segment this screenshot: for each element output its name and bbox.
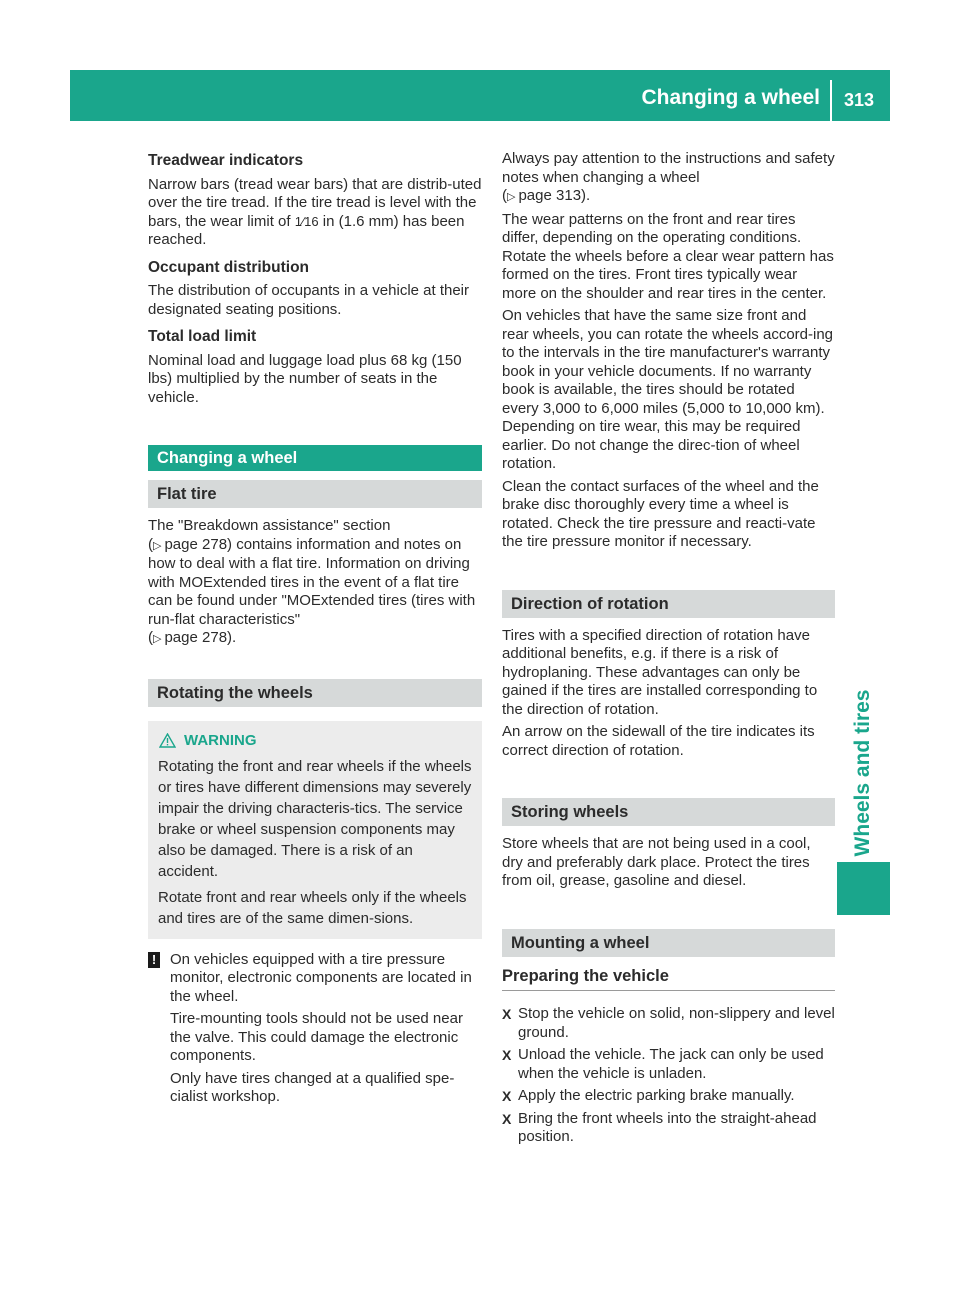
note-paragraph-3: Only have tires changed at a qualified spe-cialist workshop. xyxy=(170,1069,455,1105)
exclamation-icon: ! xyxy=(148,952,160,968)
page-header xyxy=(70,70,890,121)
wear-pattern-paragraph: The wear patterns on the front and rear tires differ, depending on the operating conditions. Rotate the wheels before a clear wear pattern has formed on the tires. Front tires typically wear more on the shoulder and rear tires in the center. xyxy=(502,210,834,302)
note-body xyxy=(170,951,482,1111)
mounting-title: Mounting a wheel xyxy=(502,929,835,957)
note-paragraph-2: Tire-mounting tools should not be used near the valve. This could damage the electronic components. xyxy=(170,1010,463,1064)
page-number: 313 xyxy=(843,90,874,110)
step-item xyxy=(502,1110,835,1147)
chapter-tab-marker xyxy=(837,862,890,915)
step-text: Apply the electric parking brake manually. xyxy=(518,1087,795,1104)
occupant-paragraph: The distribution of occupants in a vehicle at their designated seating positions. xyxy=(148,282,470,318)
step-marker-icon: X xyxy=(502,1006,512,1022)
page-ref-arrow-icon: ▷ xyxy=(153,539,162,552)
step-item xyxy=(502,1005,835,1042)
warning-label: WARNING xyxy=(184,731,257,749)
step-text: Unload the vehicle. The jack can only be used when the vehicle is unladen. xyxy=(518,1046,824,1082)
direction-title: Direction of rotation xyxy=(502,590,835,618)
step-item xyxy=(502,1087,835,1106)
treadwear-paragraph: Narrow bars (tread wear bars) that are distrib-uted over the tire tread. If the tire tread is level with the bars, the wear limit of 1⁄16 in (1.6 mm) has been reached. xyxy=(148,175,482,248)
warning-box xyxy=(148,721,482,939)
chapter-tab-label: Wheels and tires xyxy=(851,689,874,857)
header-title: Changing a wheel xyxy=(641,86,820,109)
direction-paragraph-1: Tires with a specified direction of rotation have additional benefits, e.g. if there is a risk of hydroplaning. These advantages can only be gained if the tires are installed corresponding to the direction of rotation. xyxy=(502,626,818,718)
contact-surfaces-paragraph: Clean the contact surfaces of the wheel and the brake disc thoroughly every time a wheel is rotated. Check the tire pressure and reacti-vate the tire pressure monitor if necessary. xyxy=(502,477,819,550)
step-text: Stop the vehicle on solid, non-slippery and level ground. xyxy=(518,1005,835,1041)
step-item xyxy=(502,1046,835,1083)
total-load-paragraph: Nominal load and luggage load plus 68 kg (150 lbs) multiplied by the number of seats in the vehicle. xyxy=(148,351,462,406)
preparing-vehicle-heading: Preparing the vehicle xyxy=(502,967,835,992)
rotation-interval-paragraph: On vehicles that have the same size front and rear wheels, you can rotate the wheels accord-ing to the intervals in the tire manufacturer's warranty book in your vehicle documents. If no warranty book is available, the tires should be rotated every 3,000 to 6,000 miles (5,000 to 10,000 km). Depending on tire wear, this may be required earlier. Do not change the direc-tion of wheel rotation. xyxy=(502,307,834,472)
step-marker-icon: X xyxy=(502,1088,512,1104)
step-text: Bring the front wheels into the straight-ahead position. xyxy=(518,1109,817,1145)
page-ref-arrow-icon: ▷ xyxy=(153,633,162,645)
page-ref-arrow-icon: ▷ xyxy=(507,191,516,203)
step-marker-icon: X xyxy=(502,1047,512,1063)
note-block xyxy=(148,951,482,1111)
flat-tire-link[interactable]: page 278) contains information and notes on how to deal with a flat tire. Information on driving with MOExtended tires in the event of a flat tire can be found under "MOExtended tires (tires with run-flat characteristics" xyxy=(148,535,476,628)
total-load-heading: Total load limit xyxy=(148,328,257,345)
direction-paragraph-2: An arrow on the sidewall of the tire indicates its correct direction of rotation. xyxy=(502,723,815,759)
left-column xyxy=(148,150,482,1111)
warning-paragraph-2: Rotate front and rear wheels only if the wheels and tires are of the same dimen-sions. xyxy=(158,888,467,927)
note-paragraph-1: On vehicles equipped with a tire pressure monitor, electronic components are located in the wheel. xyxy=(170,950,472,1005)
section-title-changing-wheel: Changing a wheel xyxy=(148,445,482,471)
flat-tire-paragraph: The "Breakdown assistance" section (▷ page 278) contains information and notes on how to deal with a flat tire. Information on driving with MOExtended tires in the event of a flat tire can be found under "MOExtended tires (tires with run-flat characteristics" (▷ page 278). xyxy=(148,517,482,649)
flat-tire-page-link[interactable]: page 278). xyxy=(164,629,237,646)
occupant-heading: Occupant distribution xyxy=(148,258,310,276)
warning-triangle-icon xyxy=(159,733,176,748)
storing-title: Storing wheels xyxy=(502,798,835,826)
header-divider xyxy=(830,80,832,121)
step-marker-icon: X xyxy=(502,1110,512,1127)
warning-paragraph-1: Rotating the front and rear wheels if the wheels or tires have different dimensions may severely impair the driving characteris-tics. The service brake or wheel suspension components may also be damaged. There is a risk of an accident. xyxy=(158,757,472,880)
flat-tire-title: Flat tire xyxy=(148,480,482,508)
rotating-title: Rotating the wheels xyxy=(148,679,482,707)
treadwear-heading: Treadwear indicators xyxy=(148,152,304,169)
intro-page-link[interactable]: page 313). xyxy=(518,187,591,204)
warning-header xyxy=(158,730,472,751)
intro-paragraph: Always pay attention to the instructions and safety notes when changing a wheel (▷ page 313). xyxy=(502,150,835,207)
storing-paragraph: Store wheels that are not being used in a cool, dry and preferably dark place. Protect the tires from oil, grease, gasoline and diesel. xyxy=(502,835,811,889)
right-column xyxy=(502,150,835,1151)
